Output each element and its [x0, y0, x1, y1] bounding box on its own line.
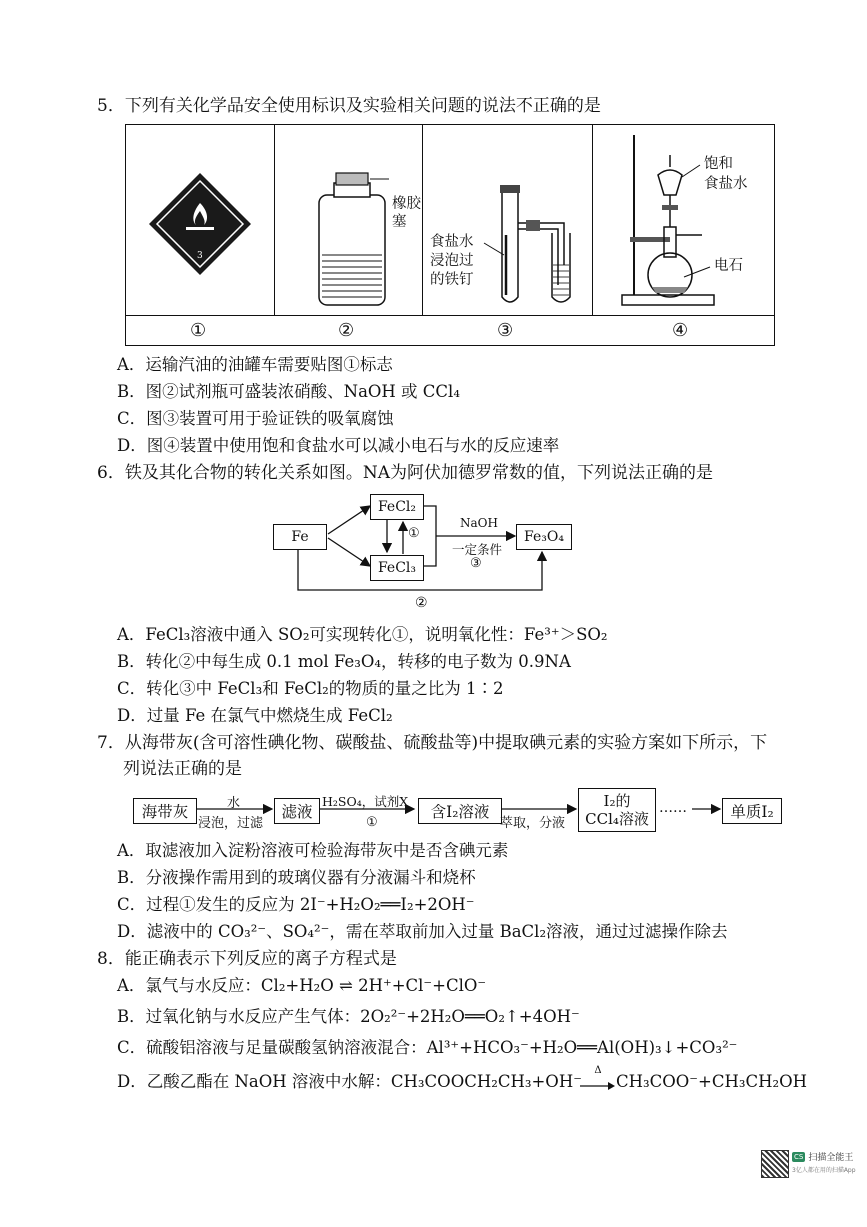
- node-fe3o4: Fe₃O₄: [516, 524, 572, 550]
- nail-label-2: 浸泡过: [430, 253, 474, 269]
- q8-option-b: B．过氧化钠与水反应产生气体：2O₂²⁻+2H₂O══O₂↑+4OH⁻: [117, 1007, 580, 1026]
- flow-kelp-ash: 海带灰: [133, 798, 197, 824]
- q5-option-c: C．图③装置可用于验证铁的吸氧腐蚀: [117, 409, 394, 428]
- flow-ccl4-line1: I₂的: [603, 792, 631, 810]
- scanner-name: 扫描全能王: [808, 1153, 854, 1163]
- q8-option-d-right: CH₃COO⁻+CH₃CH₂OH: [616, 1072, 808, 1091]
- reaction-arrow-icon: [580, 1081, 616, 1091]
- fig-number-row: [126, 315, 774, 346]
- q8-stem: 8．能正确表示下列反应的离子方程式是: [97, 949, 397, 969]
- flammable-hazard-icon: [126, 125, 274, 315]
- q6-option-b: B．转化②中每生成 0.1 mol Fe₃O₄，转移的电子数为 0.9NA: [117, 652, 571, 671]
- hazard-number: 3: [197, 251, 203, 261]
- label-naoh: NaOH: [460, 516, 498, 530]
- q8-option-a: A．氯气与水反应：Cl₂+H₂O ⇌ 2H⁺+Cl⁻+ClO⁻: [117, 976, 487, 995]
- acetylene-apparatus-icon: [592, 125, 774, 315]
- flow-arrow1-bottom: 浸泡，过滤: [198, 816, 264, 831]
- label-n2: ②: [415, 595, 428, 611]
- fig3-cell: [422, 125, 593, 315]
- fig-number-3: ③: [497, 320, 514, 341]
- rubber-stopper-label: 橡胶塞: [392, 196, 421, 230]
- nail-label-1: 食盐水: [430, 234, 474, 250]
- q6-option-c: C．转化③中 FeCl₃和 FeCl₂的物质的量之比为 1∶2: [117, 679, 504, 698]
- q7-stem-line2: 列说法正确的是: [123, 759, 242, 779]
- flow-ccl4-line2: CCl₄溶液: [585, 810, 649, 828]
- node-fe: Fe: [273, 524, 327, 550]
- q8-option-d-left: D．乙酸乙酯在 NaOH 溶液中水解：CH₃COOCH₂CH₃+OH⁻: [117, 1072, 582, 1091]
- q6-stem: 6．铁及其化合物的转化关系如图。NA为阿伏加德罗常数的值，下列说法正确的是: [97, 463, 713, 483]
- label-n1: ①: [408, 526, 420, 541]
- scanner-tagline: 3亿人都在用的扫描App: [792, 1167, 856, 1174]
- flow-arrow2-top: H₂SO₄，试剂X: [322, 794, 409, 809]
- label-n3: ③: [470, 556, 482, 571]
- flow-arrow2-bottom: ①: [366, 815, 378, 830]
- fig-number-2: ②: [338, 320, 355, 341]
- q7-option-c: C．过程①发生的反应为 2I⁻+H₂O₂══I₂+2OH⁻: [117, 895, 475, 914]
- q6-option-a: A．FeCl₃溶液中通入 SO₂可实现转化①，说明氧化性：Fe³⁺＞SO₂: [117, 625, 608, 644]
- node-fecl3: FeCl₃: [370, 555, 424, 581]
- fig1-cell: [126, 125, 275, 315]
- brine-label-2: 食盐水: [704, 176, 748, 192]
- q5-option-d: D．图④装置中使用饱和食盐水可以减小电石与水的反应速率: [117, 436, 560, 455]
- q7-option-d: D．滤液中的 CO₃²⁻、SO₄²⁻，需在萃取前加入过量 BaCl₂溶液，通过过滤操作除去: [117, 922, 728, 941]
- q7-stem-line1: 7．从海带灰(含可溶性碘化物、碳酸盐、硫酸盐等)中提取碘元素的实验方案如下所示，下: [97, 733, 768, 753]
- q5-figure-table: [125, 124, 775, 346]
- fig-number-4: ④: [672, 320, 689, 341]
- q6-option-d: D．过量 Fe 在氯气中燃烧生成 FeCl₂: [117, 706, 393, 725]
- qr-code: [761, 1150, 789, 1178]
- q7-option-b: B．分液操作需用到的玻璃仪器有分液漏斗和烧杯: [117, 868, 476, 887]
- fig4-cell: [592, 125, 774, 315]
- q8-option-c: C．硫酸铝溶液与足量碳酸氢钠溶液混合：Al³⁺+HCO₃⁻+H₂O══Al(OH)₃↓+CO₃²⁻: [117, 1038, 738, 1057]
- label-condition: 一定条件: [452, 542, 503, 557]
- scanner-logo: CS: [794, 1152, 804, 1161]
- flow-arrow3-bottom: 萃取，分液: [500, 816, 566, 831]
- flow-filtrate: 滤液: [274, 798, 320, 824]
- nail-label-3: 的铁钉: [430, 272, 474, 288]
- heat-delta: Δ: [594, 1065, 602, 1076]
- carbide-label: 电石: [714, 258, 743, 274]
- flow-dots: ……: [659, 800, 687, 816]
- q7-option-a: A．取滤液加入淀粉溶液可检验海带灰中是否含碘元素: [117, 841, 509, 860]
- brine-label-1: 饱和: [704, 156, 733, 172]
- q5-option-b: B．图②试剂瓶可盛装浓硝酸、NaOH 或 CCl₄: [117, 382, 460, 401]
- flow-arrow1-top: 水: [227, 796, 241, 811]
- q5-option-a: A．运输汽油的油罐车需要贴图①标志: [117, 355, 393, 374]
- scanner-watermark: [792, 1150, 856, 1174]
- flow-ccl4-solution: [578, 788, 656, 832]
- fig2-cell: [274, 125, 423, 315]
- node-fecl2: FeCl₂: [370, 494, 424, 520]
- flow-elemental-iodine: 单质I₂: [722, 798, 782, 824]
- flow-iodine-solution: 含I₂溶液: [418, 798, 502, 824]
- heat-arrow: [580, 1066, 616, 1095]
- q5-stem: 5．下列有关化学品安全使用标识及实验相关问题的说法不正确的是: [97, 96, 601, 116]
- fig-number-1: ①: [190, 320, 207, 341]
